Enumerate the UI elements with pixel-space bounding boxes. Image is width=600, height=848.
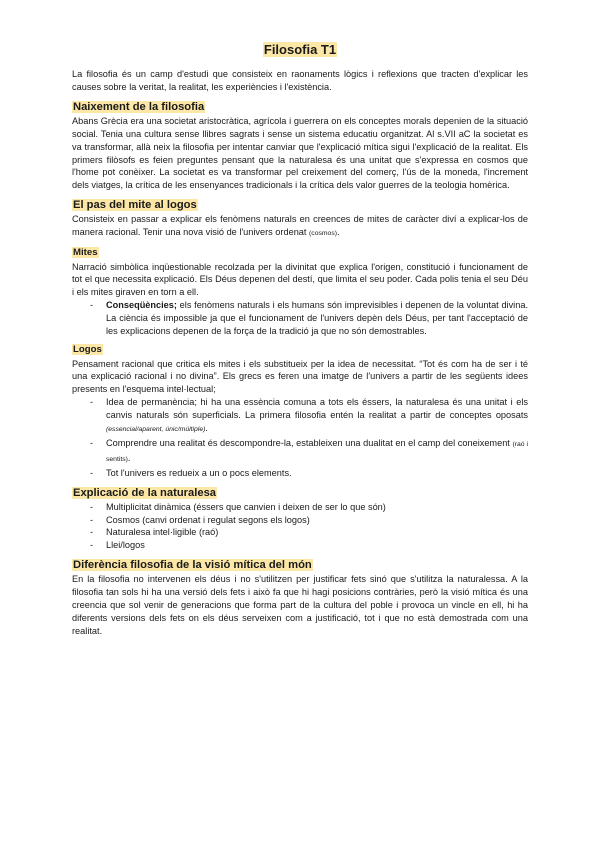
mites-paragraph: Narració simbòlica inqüestionable recolzada per la divinitat que explica l'origen, constitució i funcionament de tot el que necessita explicació. Els Déus depenen del destí, que limita el seu poder. Cada polis tenia el seu Déu i els mites giraven en torn a ell. xyxy=(72,261,528,298)
page-title: Filosofia T1 xyxy=(263,42,337,57)
naturalesa-list xyxy=(72,501,528,553)
mite-logos-paragraph: Consisteix en passar a explicar els fenòmens naturals en creences de mites de caràcter diví a explicar-los de manera racional. Tenir una nova visió de l'univers ordenat (cosmos). xyxy=(72,214,528,238)
list-item: - Comprendre una realitat és descompondre-la, estableixen una dualitat en el camp del coneixement (raó i sentits). xyxy=(90,437,528,463)
list-item: - Tot l'univers es redueix a un o pocs elements. xyxy=(90,467,292,478)
list-item: - Cosmos (canvi ordenat i regulat segons els logos) xyxy=(90,514,310,525)
logos-paragraph: Pensament racional que critica els mites i els substitueix per la idea de necessitat. “Tot és com ha de ser i té una explicació racional i no divina”. Els grecs es feren una imatge de l'univers a partir de les següents idees presents en l'esquema intel·lectual; xyxy=(72,358,528,395)
heading-logos: Logos xyxy=(73,344,102,355)
heading-diferencia: Diferència filosofia de la visió mítica del món xyxy=(73,559,312,572)
intro-paragraph: La filosofia és un camp d'estudi que consisteix en raonaments lògics i reflexions que tracten d'explicar les causes sobre la veritat, la realitat, les experiències i l'existència. xyxy=(72,69,528,92)
list-item: - Naturalesa intel·ligible (raó) xyxy=(90,527,219,538)
diferencia-paragraph: En la filosofia no intervenen els déus i no s'utilitzen per justificar fets sinó que s'utilitza la naturalessa. A la filosofia tan sols hi ha una versió dels fets i això fa que hi hagi posicions contràries, però la visió mítica és una creencia que sol venir de generacions que forma part de la cultura del poble i provoca un vincle en ell, hi ha diferents versions dels fets on els déus serveixen com a justificació, tot i que no està demostrada com una realitat. xyxy=(72,574,528,636)
list-item: - Llei/logos xyxy=(90,540,145,551)
list-item: - Idea de permanència; hi ha una essència comuna a tots els éssers, la naturalesa és una unitat i els canvis naturals són superficials. La primera filosofia entén la realitat a partir de conceptes oposats (essencial/aparent, únic/múltiple). xyxy=(90,397,528,434)
logos-list xyxy=(72,396,528,479)
heading-naturalesa: Explicació de la naturalesa xyxy=(73,486,217,499)
heading-naixement: Naixement de la filosofia xyxy=(73,100,205,113)
heading-mites: Mites xyxy=(73,247,98,259)
mites-list xyxy=(72,299,528,338)
list-item: - Multiplicitat dinàmica (éssers que canvien i deixen de ser lo que són) xyxy=(90,501,386,512)
document-content xyxy=(72,42,528,638)
heading-mite-logos: El pas del mite al logos xyxy=(73,199,197,212)
naixement-paragraph: Abans Grècia era una societat aristocràtica, agrícola i guerrera on els conceptes morals depenien de la situació social. Tenia una cultura sense llibres sagrats i sense un sistema educatiu organitzat. Al s.VII aC la societat es va transformar, allà neix la filosofia per intentar canviar que l'explicació mítica sigui l'explicació de la realitat. Els primers filòsofs es feien preguntes pensant que la naturalesa és una unitat que s'expressa en cosmos que l'home pot conèixer. La societat es va transformar pel creixement del comerç, l'ús de la moneda, l'increment dels viatges, la crítica de les ensenyances tradicionals i la crítica dels valor guerres de la teologia homèrica. xyxy=(72,115,528,191)
list-item: - Conseqüències; els fenòmens naturals i els humans són imprevisibles i depenen de la voluntat divina. La ciència és impossible ja que el funcionament de l'univers depèn dels Déus, per tant l'acceptació de les explicacions depenen de la força de la tradició ja que no són demostrables. xyxy=(90,300,528,337)
